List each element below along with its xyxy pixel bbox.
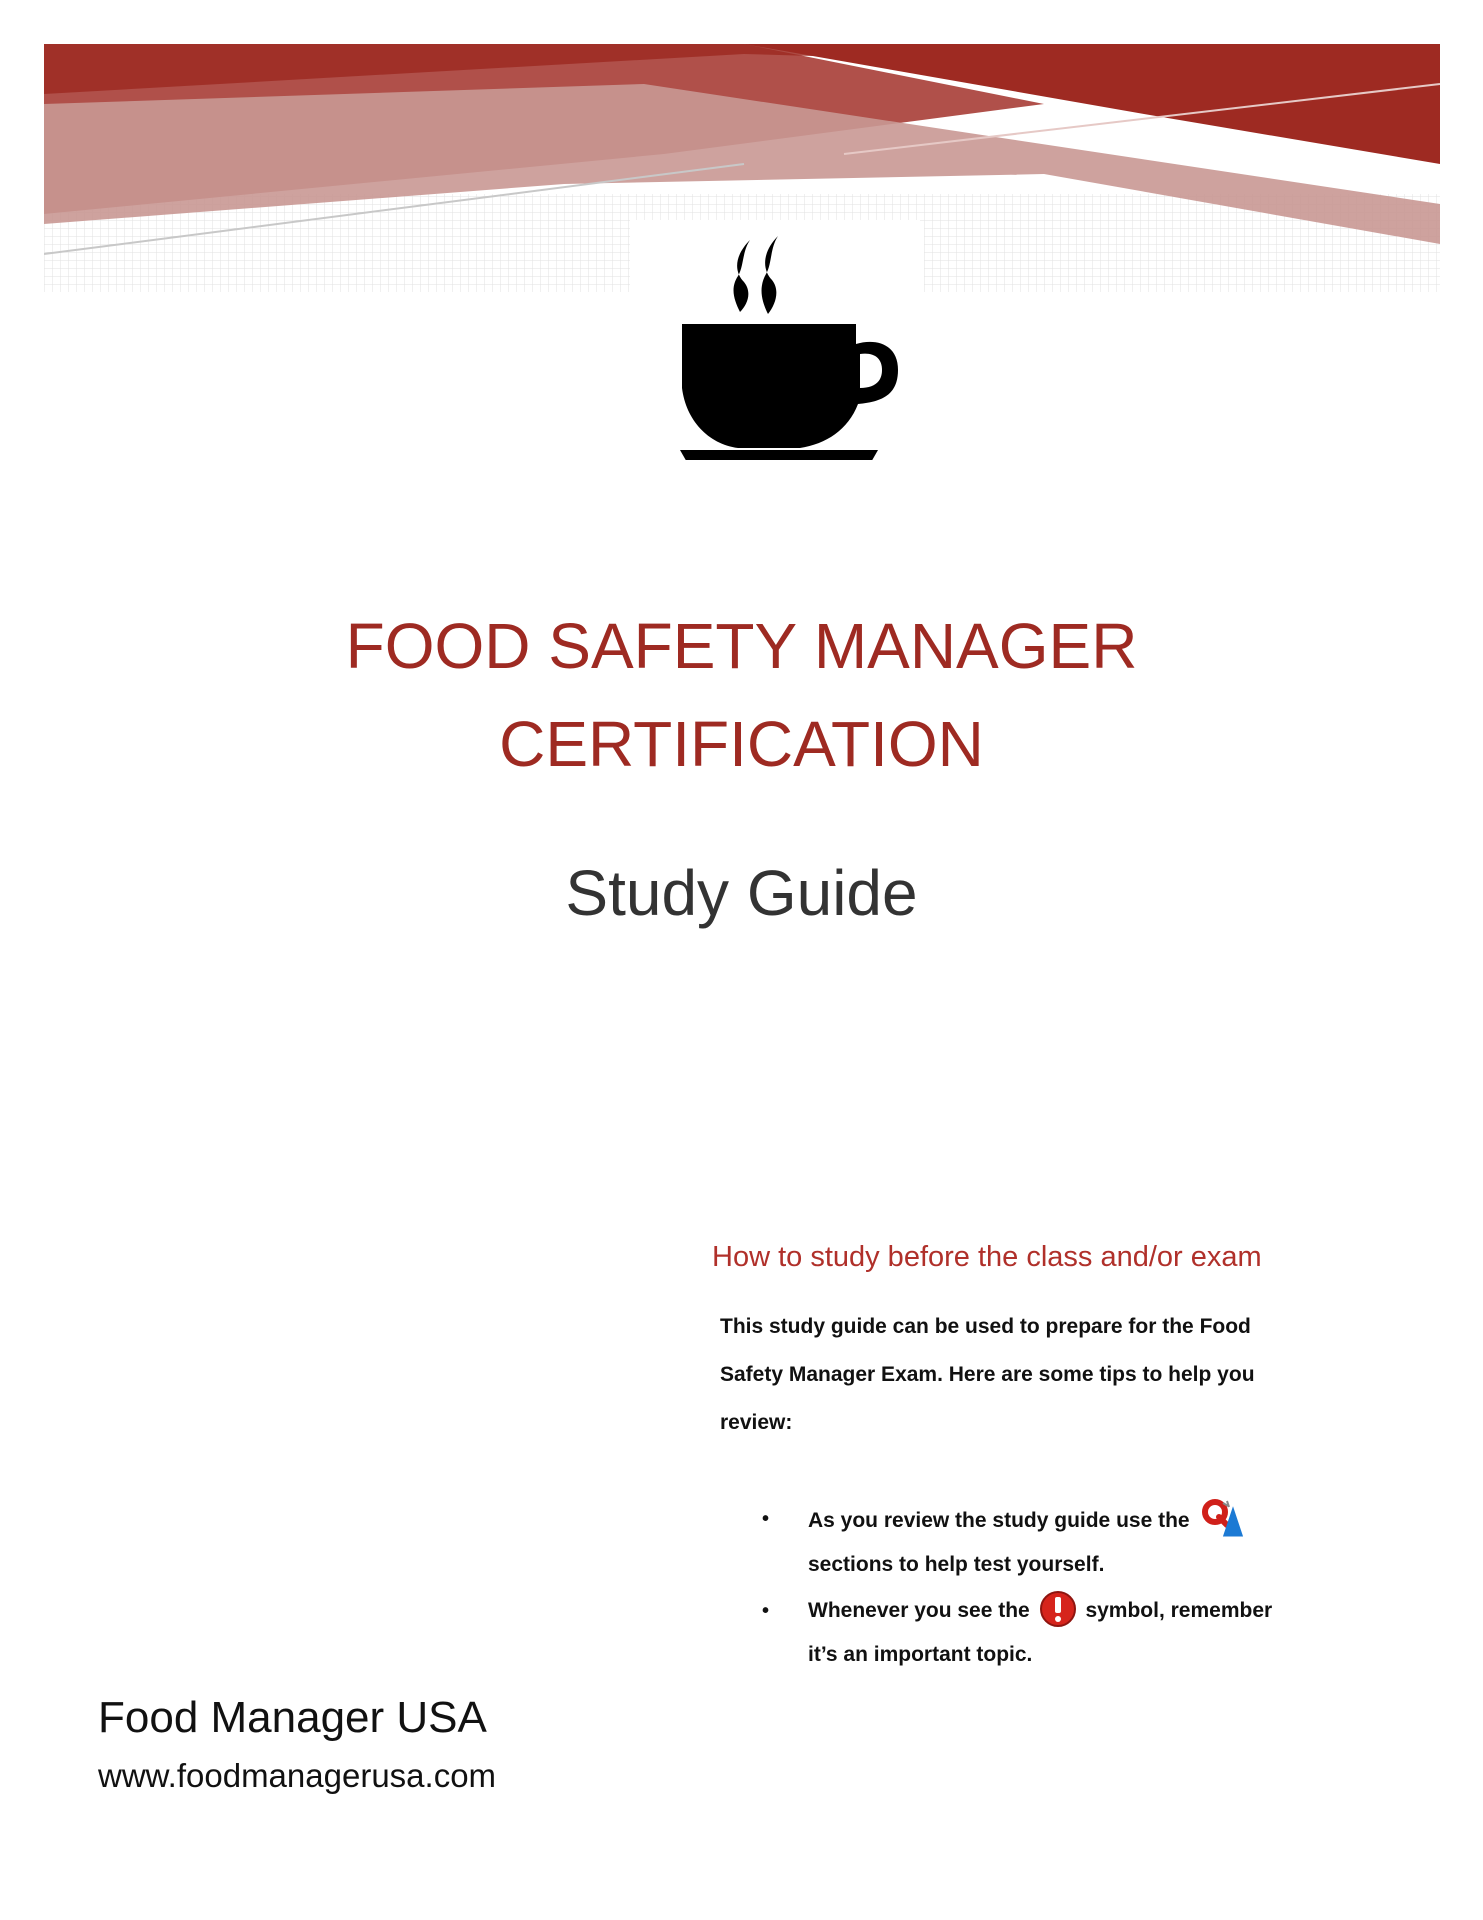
howto-body-line: Safety Manager Exam. Here are some tips to help you (720, 1363, 1255, 1386)
brand-name: Food Manager USA (98, 1693, 487, 1742)
tip-text: As you review the study guide use the (808, 1509, 1190, 1532)
coffee-cup-icon (630, 220, 920, 460)
tip-text: sections to help test yourself. (808, 1553, 1105, 1576)
document-title-line-1: FOOD SAFETY MANAGER (345, 610, 1138, 682)
howto-body (720, 1303, 1320, 1447)
howto-heading: How to study before the class and/or exam (712, 1241, 1262, 1273)
howto-body-line: review: (720, 1411, 793, 1434)
howto-body-line: This study guide can be used to prepare for the Food (720, 1315, 1251, 1338)
bullet: • (762, 1600, 770, 1622)
tips-list (760, 1497, 1340, 1677)
document-title-line-2: CERTIFICATION (499, 708, 984, 780)
tip-text: Whenever you see the (808, 1599, 1030, 1622)
website-link[interactable]: www.foodmanagerusa.com (98, 1757, 497, 1794)
tip-text: symbol, remember (1085, 1599, 1273, 1622)
alert-icon (1038, 1591, 1078, 1627)
qa-icon (1201, 1497, 1245, 1537)
tip-item (760, 1589, 1340, 1677)
bullet: • (762, 1508, 770, 1530)
tip-line (808, 1589, 1340, 1633)
tip-text: it’s an important topic. (808, 1643, 1033, 1666)
document-subtitle: Study Guide (565, 857, 918, 929)
tip-line (808, 1497, 1340, 1543)
tip-item (760, 1497, 1340, 1587)
